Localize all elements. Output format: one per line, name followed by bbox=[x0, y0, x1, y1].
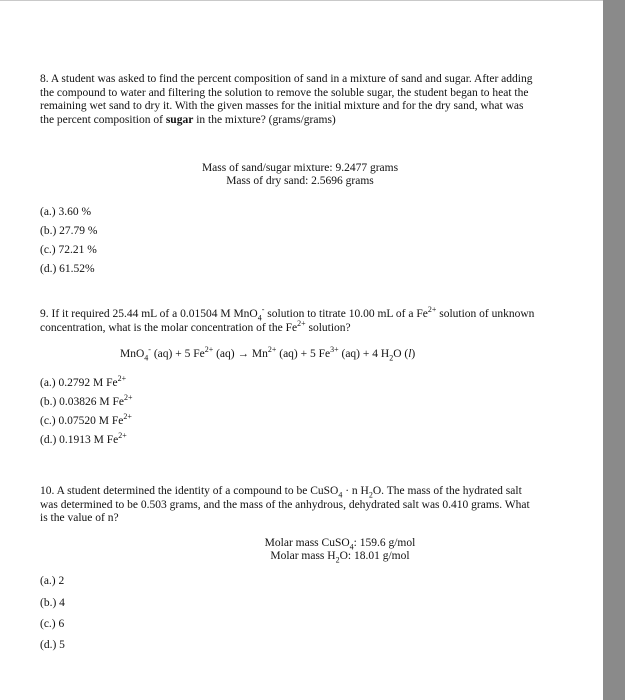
question-8-bold-word: sugar bbox=[165, 113, 194, 126]
q8-option-d[interactable]: (d.) 61.52% bbox=[40, 263, 95, 275]
question-9 bbox=[40, 305, 540, 446]
given-mixture-mass: Mass of sand/sugar mixture: 9.2477 grams bbox=[201, 162, 399, 174]
question-10 bbox=[40, 485, 540, 651]
given-molar-mass-cuso4: Molar mass CuSO$_4$: 159.6 g/mol bbox=[264, 537, 416, 552]
q8-option-c[interactable]: (c.) 72.21 % bbox=[40, 244, 97, 256]
q10-option-b[interactable]: (b.) 4 bbox=[40, 597, 65, 609]
question-9-equation: MnO$_4$- (aq) + 5 $Fe^{2+}$ $(aq) \to Mn^{2+}$ (aq) + 5 $Fe^{3+}$ (aq) + 4 $H_2O$ (l) bbox=[120, 345, 416, 363]
question-9-stem: 9. If it required 25.44 mL of a 0.01504 M MnO$_4$- solution to titrate 10.00 mL of a $Fe^{2+}$ solution of unknown concentration, what is the molar concentration of the $Fe^{2+}$ solution? bbox=[40, 305, 535, 334]
q9-option-d[interactable]: (d.) 0.1913 M $Fe^{2+}$ bbox=[40, 431, 127, 446]
question-10-stem: 10. A student determined the identity of a compound to be CuSO$_4$ · n $H_2O$. The mass of the hydrated salt was determined to be 0.503 grams, and the mass of the anhydrous, dehydrated salt was 0.410 grams. What is the value of n? bbox=[40, 485, 530, 525]
q10-option-d[interactable]: (d.) 5 bbox=[40, 639, 65, 651]
question-10-given bbox=[80, 537, 600, 563]
q8-option-a[interactable]: (a.) 3.60 % bbox=[40, 206, 92, 218]
q10-option-a[interactable]: (a.) 2 bbox=[40, 575, 65, 587]
q10-option-c[interactable]: (c.) 6 bbox=[40, 618, 65, 630]
q9-option-b[interactable]: (b.) 0.03826 M $Fe^{2+}$ bbox=[40, 393, 133, 408]
question-8 bbox=[40, 73, 540, 275]
given-dry-sand-mass: Mass of dry sand: 2.5696 grams bbox=[226, 175, 374, 188]
q9-option-c[interactable]: (c.) 0.07520 M $Fe^{2+}$ bbox=[40, 412, 132, 427]
right-scroll-gutter bbox=[603, 0, 625, 700]
page-top-border bbox=[0, 0, 603, 1]
question-8-stem: 8. A student was asked to find the percent composition of sand in a mixture of sand and sugar. After adding the compound to water and filtering the solution to remove the soluble sugar, the student began to heat the remaining wet sand to dry it. With the given masses for the initial mixture and for the dry sand, what was the percent composition of sugar in the mixture? (grams/grams) bbox=[40, 73, 533, 126]
given-molar-mass-h2o: Molar mass $H_2O$: 18.01 g/mol bbox=[270, 550, 410, 565]
q8-option-b[interactable]: (b.) 27.79 % bbox=[40, 225, 98, 237]
q9-option-a[interactable]: (a.) 0.2792 M $Fe^{2+}$ bbox=[40, 374, 127, 389]
question-8-given bbox=[40, 162, 560, 188]
